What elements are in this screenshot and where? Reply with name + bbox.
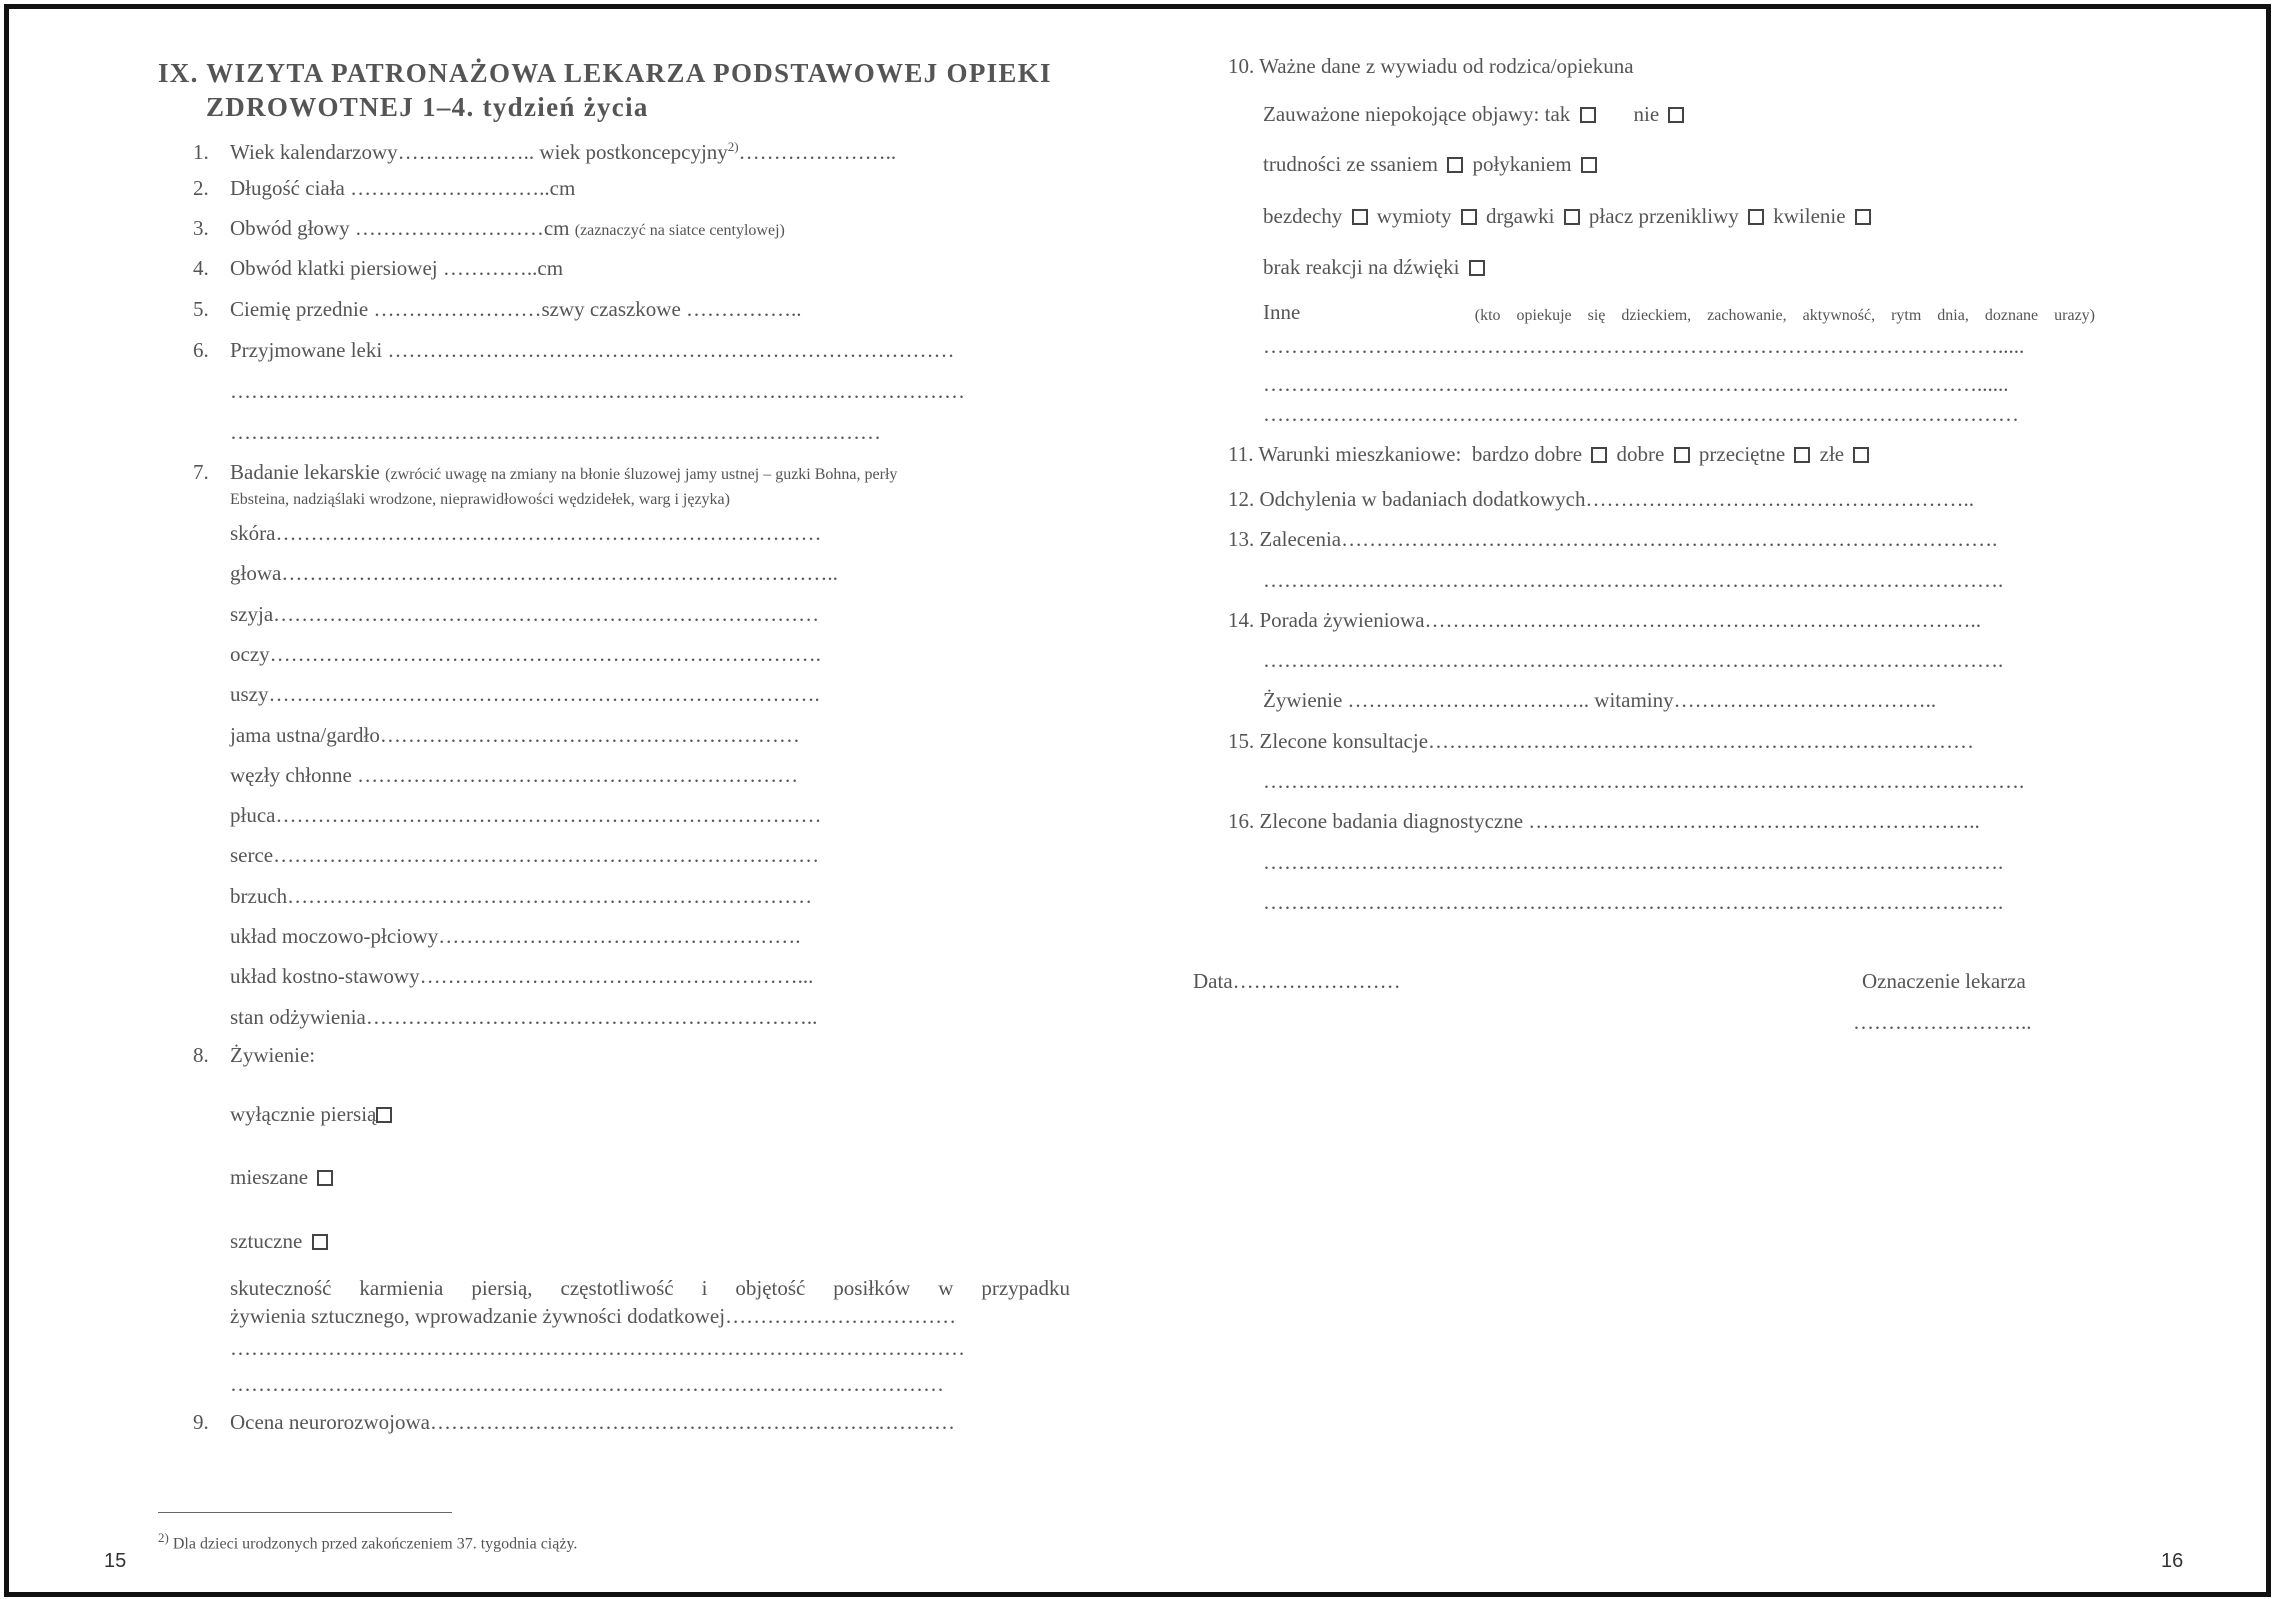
section-title: IX. WIZYTA PATRONAŻOWA LEKARZA PODSTAWOWEJ OPIEKI [158, 58, 1052, 88]
feeding-formula [230, 1227, 332, 1255]
feeding-line4: ………………………………………………………………………………………… [230, 1372, 944, 1396]
feeding-effectiveness: skuteczność karmienia piersią, częstotliwość i objętość posiłków w przypadku [230, 1276, 1070, 1300]
item-14-line: ……………………………………………………………………………………………. [1263, 648, 2004, 672]
housing-very-good-checkbox[interactable] [1591, 447, 1607, 463]
item-15-line: ………………………………………………………………………………………………. [1263, 769, 2025, 793]
item-4-text: Obwód klatki piersiowej …………..cm [230, 256, 564, 280]
exam-row: płuca…………………………………………………………………… [230, 803, 822, 828]
feeding-line3: …………………………………………………………………………………………… [230, 1336, 965, 1360]
item-6-line3: ………………………………………………………………………………… [230, 420, 881, 444]
feeding-formula-label: sztuczne [230, 1229, 303, 1253]
item-number: 4. [193, 256, 209, 280]
item-5 [193, 295, 802, 323]
sucking-checkbox[interactable] [1447, 157, 1463, 173]
housing-label: 11. Warunki mieszkaniowe: [1228, 442, 1462, 466]
whimpering-checkbox[interactable] [1855, 209, 1871, 225]
item-8-text: Żywienie: [230, 1043, 316, 1067]
item-number: 2. [193, 176, 209, 200]
exam-row: jama ustna/gardło…………………………………………………… [230, 722, 800, 747]
item-11 [1228, 440, 1873, 468]
feeding-difficulty-row [1263, 150, 1601, 178]
housing-average-checkbox[interactable] [1794, 447, 1810, 463]
item-7-note-line2: Ebsteina, nadziąślaki wrodzone, nieprawidłowości wędzidełek, warg i języka) [230, 491, 730, 508]
vomiting-checkbox[interactable] [1461, 209, 1477, 225]
feeding-mixed-checkbox[interactable] [317, 1170, 333, 1186]
feeding-breast [230, 1100, 396, 1128]
item-14: 14. Porada żywieniowa…………………………………………………………………….. [1228, 608, 1982, 632]
item-9-text: Ocena neurorozwojowa………………………………………………………………… [230, 1410, 955, 1434]
exam-row: uszy……………………………………………………………………. [230, 682, 820, 707]
symptoms-no-label: nie [1633, 102, 1660, 126]
whimpering-label: kwilenie [1773, 204, 1846, 228]
item-7 [193, 458, 897, 489]
exam-row: serce…………………………………………………………………… [230, 843, 820, 868]
item-number: 1. [193, 140, 209, 164]
exam-row: głowa…………………………………………………………………….. [230, 561, 838, 586]
item-6-line2: …………………………………………………………………………………………… [230, 379, 965, 403]
item-1-tail: ………………….. [738, 140, 897, 164]
exam-row: węzły chłonne ……………………………………………………… [230, 762, 799, 787]
housing-bad-checkbox[interactable] [1853, 447, 1869, 463]
footnote-text: Dla dzieci urodzonych przed zakończeniem 37. tygodnia ciąży. [172, 1535, 578, 1553]
item-number: 5. [193, 297, 209, 321]
item-3-text: Obwód głowy ………………………cm [230, 216, 570, 240]
item-number: 3. [193, 216, 209, 240]
item-3-note: (zaznaczyć na siatce centylowej) [574, 222, 785, 239]
other-note: (kto opiekuje się dzieckiem, zachowanie, aktywność, rytm dnia, doznane urazy) [1474, 307, 2095, 324]
sound-reaction-row [1263, 253, 1489, 281]
item-2-text: Długość ciała ………………………..cm [230, 176, 576, 200]
section-title-line2 [206, 90, 649, 124]
item-13-line: ……………………………………………………………………………………………. [1263, 568, 2004, 592]
exam-row: oczy……………………………………………………………………. [230, 641, 821, 666]
item-7-note: (zwrócić uwagę na zmiany na błonie śluzowej jamy ustnej – guzki Bohna, perły [385, 466, 898, 483]
swallowing-checkbox[interactable] [1581, 157, 1597, 173]
housing-good-label: dobre [1616, 442, 1665, 466]
feeding-mixed-label: mieszane [230, 1165, 309, 1189]
exam-row: szyja…………………………………………………………………… [230, 601, 820, 626]
footnote-separator [158, 1512, 452, 1513]
symptoms-yes-checkbox[interactable] [1580, 107, 1596, 123]
item-16-line1: ……………………………………………………………………………………………. [1263, 850, 2004, 874]
housing-very-good-label: bardzo dobre [1471, 442, 1583, 466]
other-line2: …………………………………………………………………………………………...... [1263, 372, 2009, 396]
seizures-label: drgawki [1485, 204, 1555, 228]
feeding-effectiveness-line2: żywienia sztucznego, wprowadzanie żywności dodatkowej…………………………… [230, 1304, 957, 1328]
item-4 [193, 254, 563, 282]
housing-bad-label: złe [1819, 442, 1845, 466]
item-9 [193, 1408, 955, 1436]
crying-label: płacz przenikliwy [1588, 204, 1739, 228]
sucking-label: trudności ze ssaniem [1263, 152, 1438, 176]
item-number: 8. [193, 1043, 209, 1067]
item-16: 16. Zlecone badania diagnostyczne ……………………………………………………….. [1228, 809, 1980, 833]
exam-row: stan odżywienia……………………………………………………….. [230, 1004, 818, 1029]
title-weeks: ZDROWOTNEJ 1–4. [206, 92, 475, 122]
item-6-text: Przyjmowane leki ……………………………………………………………………… [230, 338, 955, 362]
item-number: 6. [193, 338, 209, 362]
item-15: 15. Zlecone konsultacje…………………………………………………………………… [1228, 729, 1975, 753]
swallowing-label: połykaniem [1472, 152, 1572, 176]
apnea-checkbox[interactable] [1352, 209, 1368, 225]
title-weeks-suffix: tydzień życia [474, 92, 649, 122]
exam-row: układ moczowo-płciowy……………………………………………. [230, 924, 801, 948]
exam-row: układ kostno-stawowy………………………………………………... [230, 964, 814, 989]
crying-checkbox[interactable] [1748, 209, 1764, 225]
item-7-text: Badanie lekarskie [230, 460, 380, 484]
item-10: 10. Ważne dane z wywiadu od rodzica/opiekuna [1228, 54, 1634, 78]
symptoms-no-checkbox[interactable] [1668, 107, 1684, 123]
item-5-text: Ciemię przednie ……………………szwy czaszkowe …………….. [230, 297, 802, 321]
item-16-line2: ……………………………………………………………………………………………. [1263, 890, 2004, 914]
footnote-mark: 2) [158, 1530, 169, 1545]
item-6 [193, 336, 954, 364]
feeding-breast-checkbox[interactable] [376, 1107, 392, 1123]
symptoms-row [1263, 100, 1688, 128]
sound-reaction-checkbox[interactable] [1469, 260, 1485, 276]
feeding-formula-checkbox[interactable] [312, 1234, 328, 1250]
other-line3: ……………………………………………………………………………………………… [1263, 402, 2019, 426]
other-label: Inne [1263, 300, 1301, 324]
date-field: Data…………………… [1193, 969, 1401, 993]
item-1-text: Wiek kalendarzowy……………….. wiek postkoncepcyjny [230, 140, 728, 164]
item-number: 9. [193, 1410, 209, 1434]
symptoms-row-2 [1263, 202, 1875, 230]
item-8 [193, 1041, 315, 1069]
other-line1: ……………………………………………………………………………………………..... [1263, 334, 2025, 358]
feeding-mixed [230, 1163, 337, 1191]
item-13: 13. Zalecenia…………………………………………………………………………………. [1228, 527, 1998, 551]
other-row [1263, 298, 2095, 330]
seizures-checkbox[interactable] [1564, 209, 1580, 225]
doctor-line: …………………….. [1853, 1010, 2032, 1034]
symptoms-label: Zauważone niepokojące objawy: tak [1263, 102, 1571, 126]
item-2 [193, 174, 575, 202]
item-14-feeding: Żywienie …………………………….. witaminy……………………………….. [1263, 688, 1937, 712]
page-number-left: 15 [104, 1550, 127, 1572]
doctor-label: Oznaczenie lekarza [1862, 969, 2026, 993]
apnea-label: bezdechy [1263, 204, 1343, 228]
feeding-breast-label: wyłącznie piersią [230, 1102, 377, 1126]
exam-row: skóra…………………………………………………………………… [230, 521, 822, 545]
item-1 [193, 133, 896, 166]
page-number-right: 16 [2161, 1550, 2184, 1572]
item-12: 12. Odchylenia w badaniach dodatkowych……………………………………………….. [1228, 487, 1974, 511]
housing-average-label: przeciętne [1698, 442, 1786, 466]
housing-good-checkbox[interactable] [1674, 447, 1690, 463]
exam-row: brzuch………………………………………………………………… [230, 883, 813, 908]
footnote-ref: 2) [727, 139, 739, 154]
sound-reaction-label: brak reakcji na dźwięki [1263, 255, 1460, 279]
footnote [158, 1524, 577, 1558]
vomiting-label: wymioty [1376, 204, 1452, 228]
item-3 [193, 214, 785, 245]
item-number: 7. [193, 460, 209, 484]
